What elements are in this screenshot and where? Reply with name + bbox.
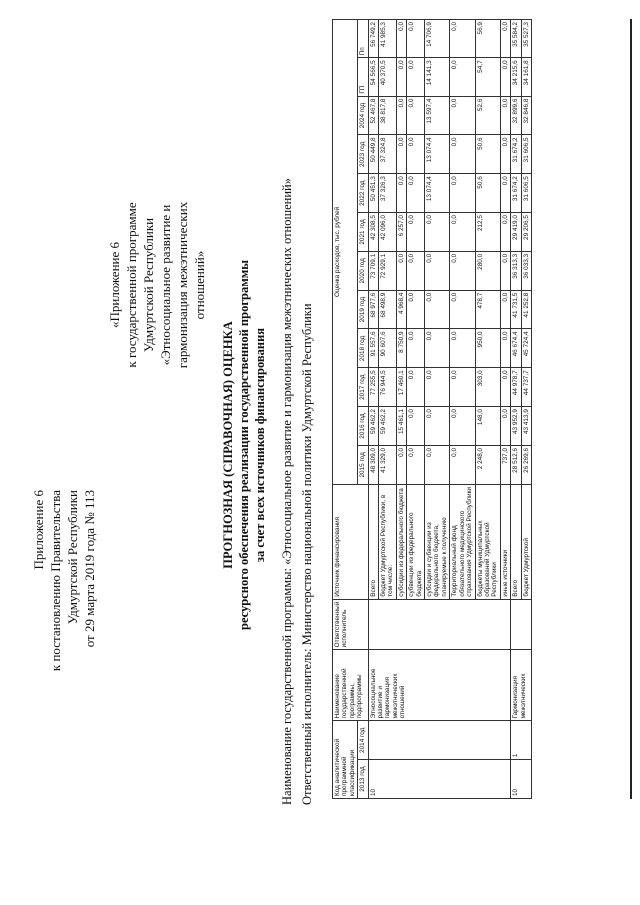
year-header: 2023 год bbox=[358, 135, 368, 174]
value-cell: 0,0 bbox=[450, 329, 475, 368]
value-cell: 0,0 bbox=[500, 96, 510, 135]
value-cell: 0,0 bbox=[396, 135, 406, 174]
year-header: 2020 год bbox=[358, 251, 368, 290]
value-cell: 0,0 bbox=[500, 329, 510, 368]
value-cell: 91 557,6 bbox=[368, 329, 378, 368]
value-cell: 0,0 bbox=[407, 213, 425, 252]
value-cell: 15 461,1 bbox=[396, 407, 406, 446]
name-cell: Этносоциальное развитие и гармонизация межэтнических отношений bbox=[368, 650, 511, 721]
value-cell: 41 985,3 bbox=[379, 20, 397, 58]
value-cell: 42 308,5 bbox=[368, 213, 378, 252]
value-cell: 4 968,4 bbox=[396, 290, 406, 329]
executor-cell bbox=[368, 599, 511, 650]
value-cell: 0,0 bbox=[396, 174, 406, 213]
value-cell: 29 206,5 bbox=[521, 213, 531, 252]
executor-cell bbox=[511, 599, 532, 650]
title-line: за счет всех источников финансирования bbox=[253, 327, 267, 563]
table-header-row bbox=[333, 20, 358, 799]
value-cell: 31 606,5 bbox=[521, 174, 531, 213]
year-header: 2018 год bbox=[358, 329, 368, 368]
value-cell: 13 074,4 bbox=[425, 174, 450, 213]
value-cell: 0,0 bbox=[450, 213, 475, 252]
value-cell: 303,0 bbox=[475, 368, 500, 407]
value-cell: 17 460,1 bbox=[396, 368, 406, 407]
appendix-program-header bbox=[106, 75, 208, 495]
value-cell: 68 498,9 bbox=[379, 290, 397, 329]
value-cell: 0,0 bbox=[500, 58, 510, 96]
value-cell: 36 033,3 bbox=[521, 251, 531, 290]
title-line: ресурсного обеспечения реализации государственной программы bbox=[237, 260, 251, 630]
appendix-program-line: «Этносоциальное развитие и bbox=[158, 204, 173, 366]
value-cell: 37 326,3 bbox=[379, 174, 397, 213]
value-cell: 56 749,2 bbox=[368, 20, 378, 58]
value-cell: 0,0 bbox=[407, 251, 425, 290]
value-cell: 35 584,2 bbox=[511, 20, 521, 58]
value-cell: 0,0 bbox=[500, 290, 510, 329]
appendix-program-line: Удмуртской Республики bbox=[141, 217, 156, 353]
value-cell: 0,0 bbox=[407, 20, 425, 58]
value-cell: 48 309,0 bbox=[368, 445, 378, 484]
responsible-executor: Ответственный исполнитель: Министерство национальной политики Удмуртской Республики bbox=[300, 303, 314, 805]
value-cell: 0,0 bbox=[396, 445, 406, 484]
value-cell: 0,0 bbox=[450, 445, 475, 484]
appendix-program-line: отношений» bbox=[192, 250, 207, 320]
source-header: Источник финансирования bbox=[333, 484, 369, 599]
year-header: 2024 год bbox=[358, 96, 368, 135]
value-cell: 26 269,6 bbox=[521, 445, 531, 484]
year-header: 2021 год bbox=[358, 213, 368, 252]
source-cell: субсидии и субвенции из федерального бюджета, планируемые к получению bbox=[425, 484, 450, 599]
value-cell: 37 324,8 bbox=[379, 135, 397, 174]
value-cell: 0,0 bbox=[407, 135, 425, 174]
value-cell: 28 512,6 bbox=[511, 445, 521, 484]
value-cell: 43 952,9 bbox=[511, 407, 521, 446]
value-cell: 14 141,3 bbox=[425, 58, 450, 96]
year-header: 2019 год bbox=[358, 290, 368, 329]
value-cell: 34 215,6 bbox=[511, 58, 521, 96]
name-header: Наименование государственной программы, подпрограммы bbox=[333, 650, 369, 721]
source-cell: иные источники bbox=[500, 484, 510, 599]
code-header: Код аналитической программной классификации bbox=[333, 721, 358, 799]
value-cell: 13 597,4 bbox=[425, 96, 450, 135]
table-bottom-edge bbox=[630, 19, 632, 799]
value-cell: 56,9 bbox=[475, 20, 500, 58]
value-cell: 50,6 bbox=[475, 174, 500, 213]
table-row bbox=[368, 20, 378, 799]
value-cell: 0,0 bbox=[407, 445, 425, 484]
value-cell: 0,0 bbox=[500, 135, 510, 174]
value-cell: 43 413,9 bbox=[521, 407, 531, 446]
source-cell: бюджеты муниципальных образований Удмуртской Республики bbox=[475, 484, 500, 599]
value-cell: 29 419,0 bbox=[511, 213, 521, 252]
value-cell: 0,0 bbox=[425, 368, 450, 407]
value-cell: 52,6 bbox=[475, 96, 500, 135]
value-cell: 38 817,8 bbox=[379, 96, 397, 135]
year-header: 2014 год bbox=[358, 721, 368, 760]
value-cell: 0,0 bbox=[500, 407, 510, 446]
year-header: 2022 год bbox=[358, 174, 368, 213]
value-cell: 0,0 bbox=[450, 407, 475, 446]
value-cell: 32 899,6 bbox=[511, 96, 521, 135]
value-cell: 0,0 bbox=[450, 20, 475, 58]
name-cell: Гармонизация межэтнических bbox=[511, 650, 532, 721]
value-cell: 0,0 bbox=[407, 329, 425, 368]
value-cell: 54 566,5 bbox=[368, 58, 378, 96]
value-cell: 0,0 bbox=[500, 213, 510, 252]
document-title bbox=[220, 165, 268, 725]
value-cell: 0,0 bbox=[500, 174, 510, 213]
value-cell: 0,0 bbox=[425, 445, 450, 484]
appendix-line: Приложение 6 bbox=[31, 490, 46, 570]
value-cell: 0,0 bbox=[450, 58, 475, 96]
value-cell: 0,0 bbox=[500, 368, 510, 407]
value-cell: 14 706,9 bbox=[425, 20, 450, 58]
source-cell: субсидии из федерального бюджета bbox=[396, 484, 406, 599]
value-cell: 950,0 bbox=[475, 329, 500, 368]
value-cell: 32 846,8 bbox=[521, 96, 531, 135]
source-cell: бюджет Удмуртской Республики, в том числе: bbox=[379, 484, 397, 599]
value-cell: 44 978,7 bbox=[511, 368, 521, 407]
pp-cell: 1 bbox=[511, 721, 532, 760]
value-cell: 41 252,8 bbox=[521, 290, 531, 329]
value-cell: 0,0 bbox=[407, 290, 425, 329]
value-cell: 0,0 bbox=[450, 174, 475, 213]
value-cell: 41 329,0 bbox=[379, 445, 397, 484]
value-cell: 72 929,1 bbox=[379, 251, 397, 290]
value-cell: 50 449,8 bbox=[368, 135, 378, 174]
value-cell: 90 607,6 bbox=[379, 329, 397, 368]
value-cell: 0,0 bbox=[396, 251, 406, 290]
value-cell: 0,0 bbox=[450, 368, 475, 407]
pp-header: Пп bbox=[358, 20, 368, 58]
appendix-program-line: к государственной программе bbox=[124, 202, 139, 368]
value-cell: 35 527,3 bbox=[521, 20, 531, 58]
value-cell: 0,0 bbox=[425, 290, 450, 329]
value-cell: 41 731,5 bbox=[511, 290, 521, 329]
value-cell: 0,0 bbox=[396, 58, 406, 96]
value-cell: 6 257,0 bbox=[396, 213, 406, 252]
value-cell: 0,0 bbox=[450, 96, 475, 135]
value-cell: 31 674,2 bbox=[511, 135, 521, 174]
value-cell: 148,0 bbox=[475, 407, 500, 446]
value-cell: 45 724,4 bbox=[521, 329, 531, 368]
value-cell: 46 674,4 bbox=[511, 329, 521, 368]
pp-cell bbox=[368, 721, 511, 760]
value-cell: 40 370,5 bbox=[379, 58, 397, 96]
value-cell: 76 944,5 bbox=[379, 368, 397, 407]
value-cell: 0,0 bbox=[407, 58, 425, 96]
value-cell: 212,5 bbox=[475, 213, 500, 252]
value-cell: 0,0 bbox=[500, 20, 510, 58]
value-cell: 36 313,3 bbox=[511, 251, 521, 290]
value-cell: 0,0 bbox=[407, 368, 425, 407]
appendix-header bbox=[30, 490, 98, 870]
value-cell: 0,0 bbox=[425, 251, 450, 290]
year-header: 2016 год bbox=[358, 407, 368, 446]
year-header: 2013 год bbox=[358, 760, 368, 799]
program-name: Наименование государственной программы: «Этносоциальное развитие и гармонизация межэтнических отношений» bbox=[280, 178, 294, 805]
value-cell: 478,7 bbox=[475, 290, 500, 329]
value-cell: 8 750,9 bbox=[396, 329, 406, 368]
value-cell: 59 462,2 bbox=[379, 407, 397, 446]
value-cell: 0,0 bbox=[407, 96, 425, 135]
value-cell: 54,7 bbox=[475, 58, 500, 96]
appendix-line: от 29 марта 2019 года № 113 bbox=[82, 490, 97, 648]
value-cell: 0,0 bbox=[407, 174, 425, 213]
value-cell: 280,0 bbox=[475, 251, 500, 290]
value-cell: 31 606,5 bbox=[521, 135, 531, 174]
value-cell: 2 248,0 bbox=[475, 445, 500, 484]
gp-header: ГП bbox=[358, 58, 368, 96]
title-line: ПРОГНОЗНАЯ (СПРАВОЧНАЯ) ОЦЕНКА bbox=[221, 321, 235, 569]
value-cell: 68 977,6 bbox=[368, 290, 378, 329]
value-cell: 0,0 bbox=[407, 407, 425, 446]
table-row bbox=[511, 20, 521, 799]
value-cell: 50 451,3 bbox=[368, 174, 378, 213]
year-header: 2015 год bbox=[358, 445, 368, 484]
value-cell: 13 074,4 bbox=[425, 135, 450, 174]
source-cell: бюджет Удмуртской bbox=[521, 484, 531, 599]
appendix-program-line: гармонизация межэтнических bbox=[175, 201, 190, 369]
source-cell: субвенции из федерального бюджета bbox=[407, 484, 425, 599]
source-cell: Всего bbox=[511, 484, 521, 599]
year-header: 2017 год bbox=[358, 368, 368, 407]
value-cell: 0,0 bbox=[500, 251, 510, 290]
funding-table bbox=[332, 19, 532, 799]
source-cell: Всего bbox=[368, 484, 378, 599]
appendix-line: к постановлению Правительства bbox=[48, 490, 63, 672]
appendix-program-line: «Приложение 6 bbox=[107, 241, 122, 329]
value-cell: 0,0 bbox=[450, 290, 475, 329]
value-cell: 42 096,0 bbox=[379, 213, 397, 252]
source-cell: Территориальный фонд обязательного медицинского страхования Удмуртской Республики bbox=[450, 484, 475, 599]
value-cell: 0,0 bbox=[425, 213, 450, 252]
value-cell: 0,0 bbox=[450, 251, 475, 290]
value-cell: 31 674,2 bbox=[511, 174, 521, 213]
value-cell: 77 255,5 bbox=[368, 368, 378, 407]
gp-cell: 10 bbox=[511, 760, 532, 799]
table-body bbox=[368, 20, 531, 799]
value-cell: 59 462,2 bbox=[368, 407, 378, 446]
value-cell: 34 161,8 bbox=[521, 58, 531, 96]
value-cell: 0,0 bbox=[425, 329, 450, 368]
value-cell: 737,0 bbox=[500, 445, 510, 484]
value-cell: 0,0 bbox=[425, 407, 450, 446]
value-cell: 0,0 bbox=[450, 135, 475, 174]
value-cell: 73 709,1 bbox=[368, 251, 378, 290]
value-cell: 0,0 bbox=[396, 20, 406, 58]
value-cell: 0,0 bbox=[396, 96, 406, 135]
executor-header: Ответственный исполнитель bbox=[333, 599, 369, 650]
value-cell: 50,6 bbox=[475, 135, 500, 174]
appendix-line: Удмуртской Республики bbox=[65, 490, 80, 625]
value-cell: 52 467,8 bbox=[368, 96, 378, 135]
gp-cell: 10 bbox=[368, 760, 511, 799]
estimate-header: Оценка расходов, тыс. рублей bbox=[333, 20, 358, 485]
value-cell: 44 737,7 bbox=[521, 368, 531, 407]
